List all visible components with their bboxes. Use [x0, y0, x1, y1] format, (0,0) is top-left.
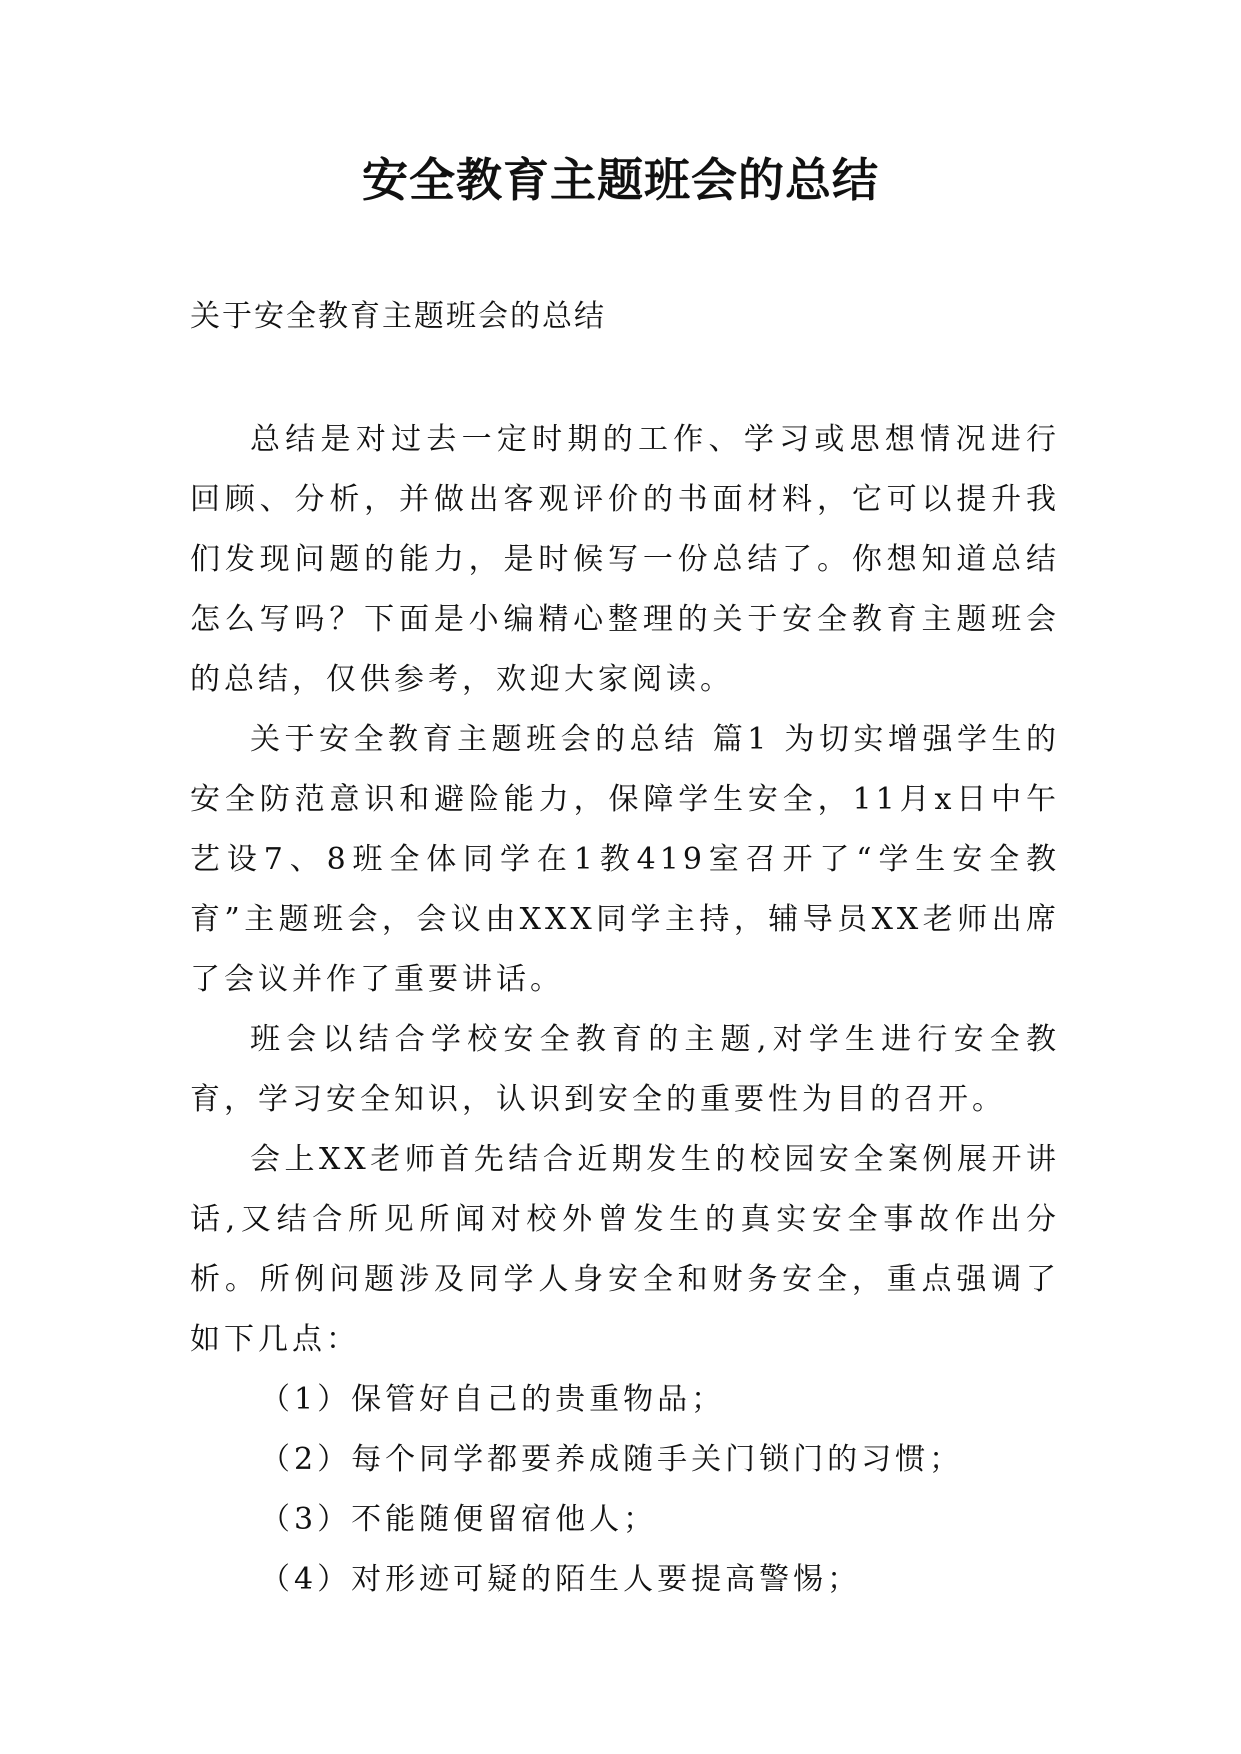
- list-item: （1）保管好自己的贵重物品；: [260, 1382, 726, 1417]
- list-item: （2）每个同学都要养成随手关门锁门的习惯；: [260, 1442, 964, 1477]
- paragraph-purpose: 班会以结合学校安全教育的主题,对学生进行安全教育，学习安全知识，认识到安全的重要性为目的召开。: [190, 1022, 1060, 1117]
- paragraph-part-1: 关于安全教育主题班会的总结 篇1 为切实增强学生的安全防范意识和避险能力，保障学生安全，11月x日中午艺设7、8班全体同学在1教419室召开了“学生安全教育”主题班会，会议由XXX同学主持，辅导员XX老师出席了会议并作了重要讲话。: [190, 722, 1060, 997]
- list-item: （3）不能随便留宿他人；: [260, 1502, 658, 1537]
- paragraph-speech: 会上XX老师首先结合近期发生的校园安全案例展开讲话,又结合所见所闻对校外曾发生的真实安全事故作出分析。所例问题涉及同学人身安全和财务安全，重点强调了如下几点：: [190, 1142, 1060, 1357]
- document-title: 安全教育主题班会的总结: [362, 153, 879, 207]
- list-item: （4）对形迹可疑的陌生人要提高警惕；: [260, 1562, 862, 1597]
- document-subtitle: 关于安全教育主题班会的总结: [190, 299, 606, 334]
- paragraph-intro: 总结是对过去一定时期的工作、学习或思想情况进行回顾、分析，并做出客观评价的书面材料，它可以提升我们发现问题的能力，是时候写一份总结了。你想知道总结怎么写吗？下面是小编精心整理的关于安全教育主题班会的总结，仅供参考，欢迎大家阅读。: [190, 422, 1060, 697]
- document-body: [190, 410, 1060, 1610]
